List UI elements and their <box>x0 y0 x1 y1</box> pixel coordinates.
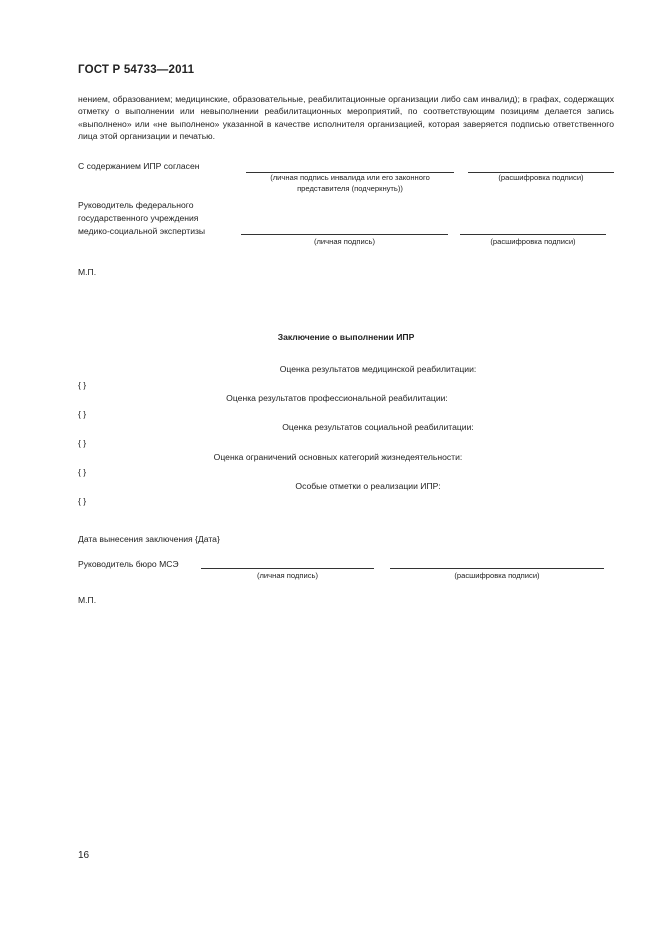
bureau-head-signature-caption: (личная подпись) <box>256 571 319 580</box>
life-activity-limits-heading: Оценка ограничений основных категорий жизнедеятельности: <box>213 452 463 462</box>
social-rehab-heading: Оценка результатов социальной реабилитации: <box>282 422 474 432</box>
intro-paragraph: нением, образованием; медицинские, образовательные, реабилитационные организации либо сам инвалид); в графах, содержащих отметку о выполнении или невыполнении реабилитационных мероприятий, по соответствующим позициям делается запись «выполнено» или «не выполнено» указанной в качестве исполнителя организацией, которая заверяется подписью ответственного лица этой организации и печатью. <box>78 94 614 142</box>
agreement-signature-caption-line1: (личная подпись инвалида или его законного <box>270 173 430 182</box>
federal-head-label-line2: государственного учреждения <box>78 213 199 223</box>
federal-head-label-line3: медико-социальной экспертизы <box>78 226 206 236</box>
professional-rehab-heading: Оценка результатов профессиональной реабилитации: <box>226 393 448 403</box>
agreement-signature-caption-line2: представителя (подчеркнуть)) <box>297 184 403 193</box>
medical-rehab-heading: Оценка результатов медицинской реабилитации: <box>279 364 477 374</box>
conclusion-date-line: Дата вынесения заключения {Дата} <box>78 534 220 544</box>
special-notes-value: { } <box>78 496 87 506</box>
agreement-signature-caption <box>240 172 460 194</box>
federal-head-decode-caption: (расшифровка подписи) <box>490 237 576 246</box>
bureau-head-decode-line <box>390 568 604 569</box>
bureau-head-signature-line <box>201 568 374 569</box>
conclusion-title: Заключение о выполнении ИПР <box>277 332 415 342</box>
federal-head-signature-caption: (личная подпись) <box>313 237 376 246</box>
federal-head-label <box>78 199 205 238</box>
special-notes-heading: Особые отметки о реализации ИПР: <box>295 481 441 491</box>
agreement-label: С содержанием ИПР согласен <box>78 161 200 171</box>
stamp-mark-2: М.П. <box>78 595 97 605</box>
stamp-mark: М.П. <box>78 267 97 277</box>
document-code-header: ГОСТ Р 54733—2011 <box>78 64 195 76</box>
federal-head-label-line1: Руководитель федерального <box>78 200 194 210</box>
professional-rehab-value: { } <box>78 409 87 419</box>
social-rehab-value: { } <box>78 438 87 448</box>
bureau-head-label: Руководитель бюро МСЭ <box>78 559 179 569</box>
life-activity-limits-value: { } <box>78 467 87 477</box>
medical-rehab-value: { } <box>78 380 87 390</box>
page-number: 16 <box>78 850 90 861</box>
agreement-decode-caption: (расшифровка подписи) <box>498 173 584 182</box>
federal-head-decode-line <box>460 234 606 235</box>
bureau-head-decode-caption: (расшифровка подписи) <box>454 571 540 580</box>
federal-head-signature-line <box>241 234 448 235</box>
